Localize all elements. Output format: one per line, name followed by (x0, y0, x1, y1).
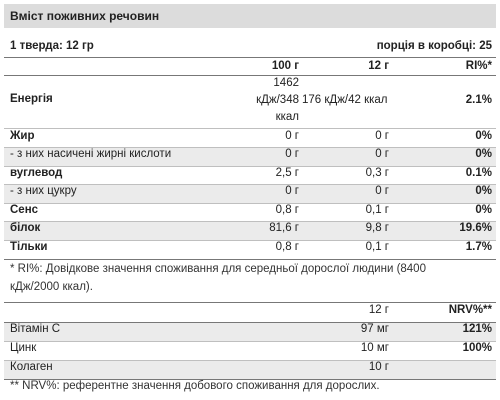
divider (4, 302, 496, 303)
nutrient-100g: 0 г (285, 185, 299, 197)
vitamin-nrv: 100% (462, 342, 492, 354)
nutrient-ri: 0% (475, 185, 492, 197)
nutrient-12g: 0 г (375, 148, 389, 160)
ri-footnote: * RI%: Довідкове значення споживання для середньої дорослої людини (8400 кДж/2000 ккал). (10, 263, 426, 293)
vitamin-column-nrv: NRV%** (448, 304, 492, 316)
nutrient-12g: 9,8 г (365, 222, 389, 234)
nutrient-12g: 0,3 г (365, 167, 389, 179)
nutrient-label: Тільки (10, 241, 48, 253)
column-100g: 100 г (271, 60, 299, 72)
nrv-footnote: ** NRV%: референтне значення добового споживання для дорослих. (10, 380, 380, 392)
vitamin-column-12g: 12 г (368, 304, 389, 316)
serving-row (4, 40, 496, 58)
table-title: Вміст поживних речовин (10, 9, 160, 23)
vitamin-nrv: 121% (462, 323, 492, 335)
nutrient-100g: 0,8 г (275, 241, 299, 253)
nutrient-row-salt (4, 241, 496, 259)
serving-size: 1 тверда: 12 гр (10, 40, 94, 52)
energy-ri: 2.1% (465, 94, 492, 106)
nutrient-ri: 1.7% (465, 241, 492, 253)
nutrient-ri: 0% (475, 148, 492, 160)
nutrient-ri: 0.1% (465, 167, 492, 179)
nutrient-row-fat (4, 130, 496, 148)
vitamin-label: Цинк (10, 342, 37, 354)
divider (4, 57, 496, 58)
divider (4, 75, 496, 76)
nutrient-row-fibre (4, 204, 496, 222)
vitamin-12g: 10 г (368, 361, 389, 373)
energy-100g-line3: ккал (275, 111, 299, 123)
nutrient-100g: 0,8 г (275, 204, 299, 216)
nutrient-label: Сенс (10, 204, 39, 216)
vitamin-header-row (4, 304, 496, 321)
column-ri: RI%* (465, 60, 492, 72)
vitamin-label: Колаген (10, 361, 53, 373)
servings-per-box: порція в коробці: 25 (376, 40, 492, 52)
nutrient-100g: 2,5 г (275, 167, 299, 179)
vitamin-label: Вітамін С (10, 323, 61, 335)
energy-label: Енергія (10, 93, 53, 105)
column-12g: 12 г (368, 60, 389, 72)
nutrient-12g: 0,1 г (365, 204, 389, 216)
vitamin-row-zinc (4, 342, 496, 360)
nutrient-label: білок (10, 222, 41, 234)
nutrient-label: Жир (10, 130, 35, 142)
nutrient-row-sugars (4, 185, 496, 203)
nutrient-12g: 0 г (375, 130, 389, 142)
nutrient-row-protein (4, 222, 496, 240)
nutrient-label: вуглевод (10, 167, 63, 179)
vitamin-12g: 10 мг (360, 342, 389, 354)
nutrient-label: - з них насичені жирні кислоти (10, 148, 172, 160)
vitamin-12g: 97 мг (360, 323, 389, 335)
vitamin-row-c (4, 323, 496, 341)
nutrient-100g: 0 г (285, 148, 299, 160)
nutrient-ri: 0% (475, 204, 492, 216)
energy-row (4, 77, 496, 127)
nutrient-row-saturated (4, 148, 496, 166)
nutrient-row-carbs (4, 167, 496, 185)
nutrient-100g: 81,6 г (269, 222, 299, 234)
nutrient-100g: 0 г (285, 130, 299, 142)
nutrient-ri: 19.6% (459, 222, 492, 234)
nutrient-ri: 0% (475, 130, 492, 142)
energy-12g: 176 кДж/42 ккал (302, 94, 388, 106)
nutrient-12g: 0,1 г (365, 241, 389, 253)
nutrient-label: - з них цукру (10, 185, 77, 197)
divider (4, 128, 496, 129)
table-title-bar (4, 4, 496, 28)
nutrient-12g: 0 г (375, 185, 389, 197)
energy-100g-line1: 1462 (273, 77, 299, 89)
energy-100g-line2: кДж/348 (256, 94, 299, 106)
